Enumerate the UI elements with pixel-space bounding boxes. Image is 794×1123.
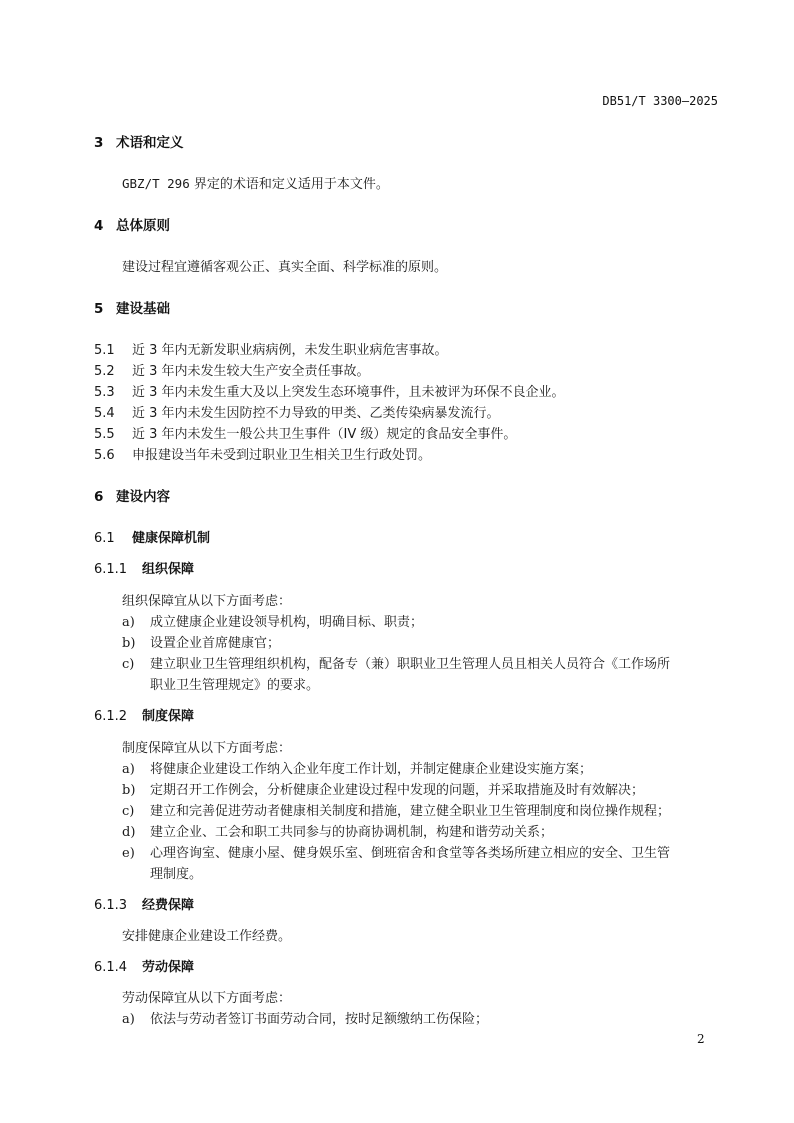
subsection-title: 制度保障 [142,709,195,724]
page-number: 2 [697,1032,705,1046]
list-item-e [122,842,670,861]
section-number: 5 [94,301,104,317]
section-number: 4 [94,218,104,234]
subsection-number: 6.1 [94,531,115,546]
list-marker: a) [122,1012,135,1027]
section-number: 6 [94,489,104,505]
section-4-body: 建设过程宜遵循客观公正、真实全面、科学标准的原则。 [122,260,448,275]
clause-text: 近 3 年内无新发职业病病例，未发生职业病危害事故。 [132,343,448,358]
clause-text: 近 3 年内未发生因防控不力导致的甲类、乙类传染病暴发流行。 [132,406,500,421]
list-text: 将健康企业建设工作纳入企业年度工作计划，并制定健康企业建设实施方案； [150,762,593,777]
clause-5-5 [94,423,516,442]
list-text: 设置企业首席健康官； [150,636,281,651]
subsection-title: 健康保障机制 [132,531,211,546]
list-marker: b) [122,636,136,651]
clause-5-4 [94,402,500,421]
subsection-title: 组织保障 [142,562,195,577]
section-3-text: 界定的术语和定义适用于本文件。 [189,177,389,192]
section-title: 总体原则 [116,218,170,234]
subsection-6-1-2-intro: 制度保障宜从以下方面考虑： [122,741,292,756]
subsection-6-1-1-intro: 组织保障宜从以下方面考虑： [122,594,292,609]
list-item-c [122,653,670,672]
section-title: 建设基础 [116,301,170,317]
list-item-c [122,800,670,819]
section-number: 3 [94,135,104,151]
subsection-6-1-heading [94,527,210,546]
subsection-number: 6.1.1 [94,562,128,577]
list-marker: e) [122,846,135,861]
clause-text: 申报建设当年未受到过职业卫生相关卫生行政处罚。 [132,448,432,463]
clause-number: 5.5 [94,427,115,442]
clause-text: 近 3 年内未发生一般公共卫生事件（IV 级）规定的食品安全事件。 [132,427,517,442]
subsection-6-1-2-heading [94,705,194,724]
section-3-body [122,173,389,192]
list-marker: a) [122,615,135,630]
subsection-title: 劳动保障 [142,960,195,975]
subsection-6-1-4-heading [94,956,194,975]
list-item-a [122,1008,488,1027]
list-marker: a) [122,762,135,777]
subsection-6-1-1-heading [94,558,194,577]
subsection-number: 6.1.2 [94,709,128,724]
clause-number: 5.3 [94,385,115,400]
section-3-heading [94,131,184,151]
list-item-b [122,632,280,651]
subsection-6-1-4-intro: 劳动保障宜从以下方面考虑： [122,991,292,1006]
list-text: 心理咨询室、健康小屋、健身娱乐室、倒班宿舍和食堂等各类场所建立相应的安全、卫生管 [150,846,671,861]
clause-5-1 [94,339,448,358]
list-marker: d) [122,825,136,840]
list-item-b [122,779,644,798]
list-text: 依法与劳动者签订书面劳动合同，按时足额缴纳工伤保险； [150,1012,489,1027]
clause-number: 5.4 [94,406,115,421]
list-marker: c) [122,657,135,672]
clause-number: 5.1 [94,343,115,358]
list-text: 定期召开工作例会，分析健康企业建设过程中发现的问题，并采取措施及时有效解决； [150,783,645,798]
list-item-e-continuation: 理制度。 [150,867,203,882]
section-5-heading [94,297,170,317]
list-text: 建立企业、工会和职工共同参与的协商协调机制，构建和谐劳动关系； [150,825,554,840]
subsection-number: 6.1.3 [94,898,128,913]
list-marker: b) [122,783,136,798]
subsection-number: 6.1.4 [94,960,128,975]
section-title: 术语和定义 [116,135,184,151]
clause-5-3 [94,381,565,400]
clause-5-2 [94,360,370,379]
list-item-a [122,611,423,630]
subsection-6-1-3-body: 安排健康企业建设工作经费。 [122,929,292,944]
subsection-title: 经费保障 [142,898,195,913]
list-item-d [122,821,553,840]
subsection-6-1-3-heading [94,894,194,913]
referenced-standard: GBZ/T 296 [122,176,190,191]
list-text: 建立和完善促进劳动者健康相关制度和措施，建立健全职业卫生管理制度和岗位操作规程； [150,804,671,819]
clause-number: 5.6 [94,448,115,463]
section-4-heading [94,214,170,234]
list-marker: c) [122,804,135,819]
clause-text: 近 3 年内未发生较大生产安全责任事故。 [132,364,370,379]
clause-number: 5.2 [94,364,115,379]
list-item-c-continuation: 职业卫生管理规定》的要求。 [150,678,320,693]
section-title: 建设内容 [116,489,170,505]
list-item-a [122,758,592,777]
section-6-heading [94,485,170,505]
list-text: 成立健康企业建设领导机构，明确目标、职责； [150,615,424,630]
page-header: DB51/T 3300—2025 [602,94,718,108]
clause-text: 近 3 年内未发生重大及以上突发生态环境事件，且未被评为环保不良企业。 [132,385,565,400]
list-text: 建立职业卫生管理组织机构，配备专（兼）职职业卫生管理人员且相关人员符合《工作场所 [150,657,671,672]
clause-5-6 [94,444,431,463]
